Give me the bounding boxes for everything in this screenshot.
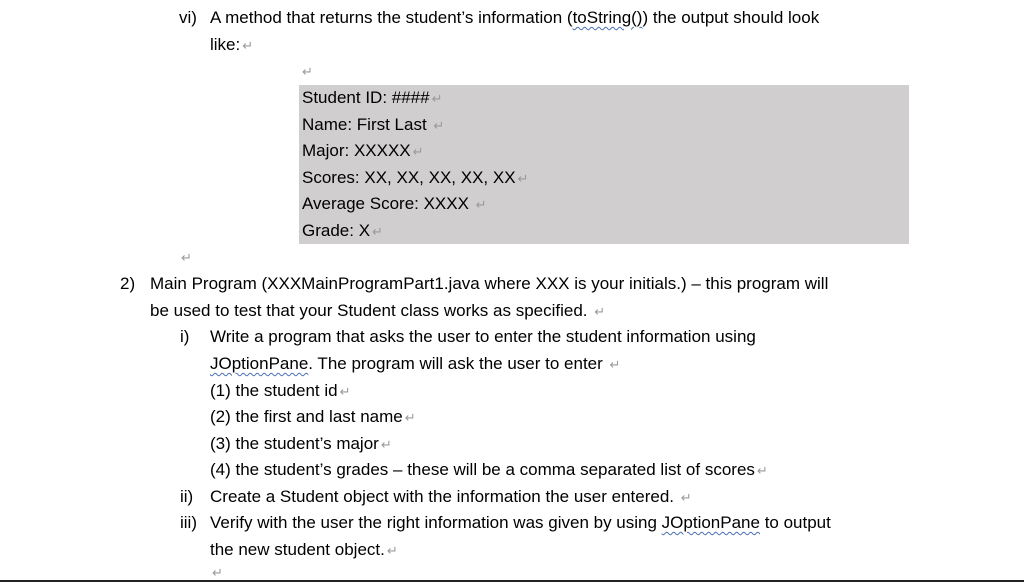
item-vi-number: vi) (179, 8, 197, 27)
paragraph-mark-icon: ↵ (372, 224, 383, 239)
tostring-method: toString() (572, 8, 643, 27)
item-vi-text-b: ) the output should look (642, 8, 820, 27)
paragraph-mark-icon: ↵ (475, 197, 487, 212)
paragraph-mark-icon: ↵ (404, 410, 416, 425)
paragraph-mark-icon: ↵ (380, 437, 392, 452)
output-line (302, 114, 444, 137)
paragraph-mark-icon: ↵ (242, 38, 254, 53)
output-line-text: Major: XXXXX (302, 141, 411, 160)
item-ii-text-content: Create a Student object with the information the user entered. (210, 487, 679, 506)
sub-item-text: (4) the student’s grades – these will be a comma separated list of scores (210, 460, 755, 479)
paragraph-mark-icon: ↵ (212, 565, 223, 580)
paragraph-mark-icon: ↵ (609, 357, 621, 372)
item-iii-line-1 (210, 512, 831, 534)
item-iii-text-a: Verify with the user the right information was given by using (210, 513, 662, 532)
section-2-line-2 (150, 300, 605, 323)
section-2-line-1: Main Program (XXXMainProgramPart1.java where XXX is your initials.) – this program will (150, 274, 829, 293)
paragraph-mark-icon: ↵ (412, 144, 424, 159)
paragraph-mark-icon: ↵ (431, 91, 443, 106)
item-vi-continuation (210, 34, 253, 57)
output-line (302, 220, 383, 243)
paragraph-mark-icon: ↵ (386, 543, 398, 558)
output-line (302, 140, 424, 163)
empty-paragraph (300, 60, 313, 83)
sub-item-text: (2) the first and last name (210, 407, 403, 426)
paragraph-mark-icon: ↵ (517, 171, 529, 186)
output-line-text: Student ID: #### (302, 88, 430, 107)
section-2-text: be used to test that your Student class works as specified. (150, 301, 593, 320)
output-line-text: Grade: X (302, 221, 371, 240)
output-line (302, 167, 528, 190)
item-vi-text-a: A method that returns the student’s information ( (210, 8, 573, 27)
output-line (302, 87, 443, 110)
item-i-line-1: Write a program that asks the user to enter the student information using (210, 327, 756, 346)
paragraph-mark-icon: ↵ (433, 118, 445, 133)
paragraph-mark-icon: ↵ (594, 304, 606, 319)
output-line-text: Average Score: XXXX (302, 194, 474, 213)
item-ii-text (210, 486, 692, 509)
item-iii-text-c: the new student object. (210, 540, 385, 559)
item-i-line-2 (210, 353, 620, 376)
section-2-number: 2) (120, 274, 136, 293)
page-bottom-rule (0, 580, 1024, 582)
item-vi-text-c: like: (210, 35, 241, 54)
sub-item-text: (1) the student id (210, 381, 338, 400)
paragraph-mark-icon: ↵ (680, 490, 692, 505)
sub-item (210, 406, 416, 429)
sub-item (210, 380, 350, 403)
item-iii-line-2 (210, 539, 398, 562)
item-iii-text-b: to output (759, 513, 831, 532)
item-i-number: i) (180, 327, 190, 346)
output-line (302, 193, 487, 216)
paragraph-mark-icon: ↵ (339, 384, 351, 399)
joptionpane-term: JOptionPane (210, 354, 309, 373)
item-iii-number: iii) (180, 513, 197, 532)
output-line-text: Name: First Last (302, 115, 432, 134)
paragraph-mark-icon: ↵ (181, 250, 192, 265)
sub-item (210, 433, 392, 456)
paragraph-mark-icon: ↵ (756, 463, 768, 478)
item-ii-number: ii) (180, 487, 194, 506)
item-i-line-2-text: . The program will ask the user to enter (308, 354, 608, 373)
empty-paragraph (179, 246, 192, 269)
joptionpane-term: JOptionPane (661, 513, 760, 532)
output-line-text: Scores: XX, XX, XX, XX, XX (302, 168, 516, 187)
sub-item (210, 459, 768, 482)
sub-item-text: (3) the student’s major (210, 434, 379, 453)
paragraph-mark-icon: ↵ (302, 64, 313, 79)
item-vi-text (210, 7, 819, 29)
